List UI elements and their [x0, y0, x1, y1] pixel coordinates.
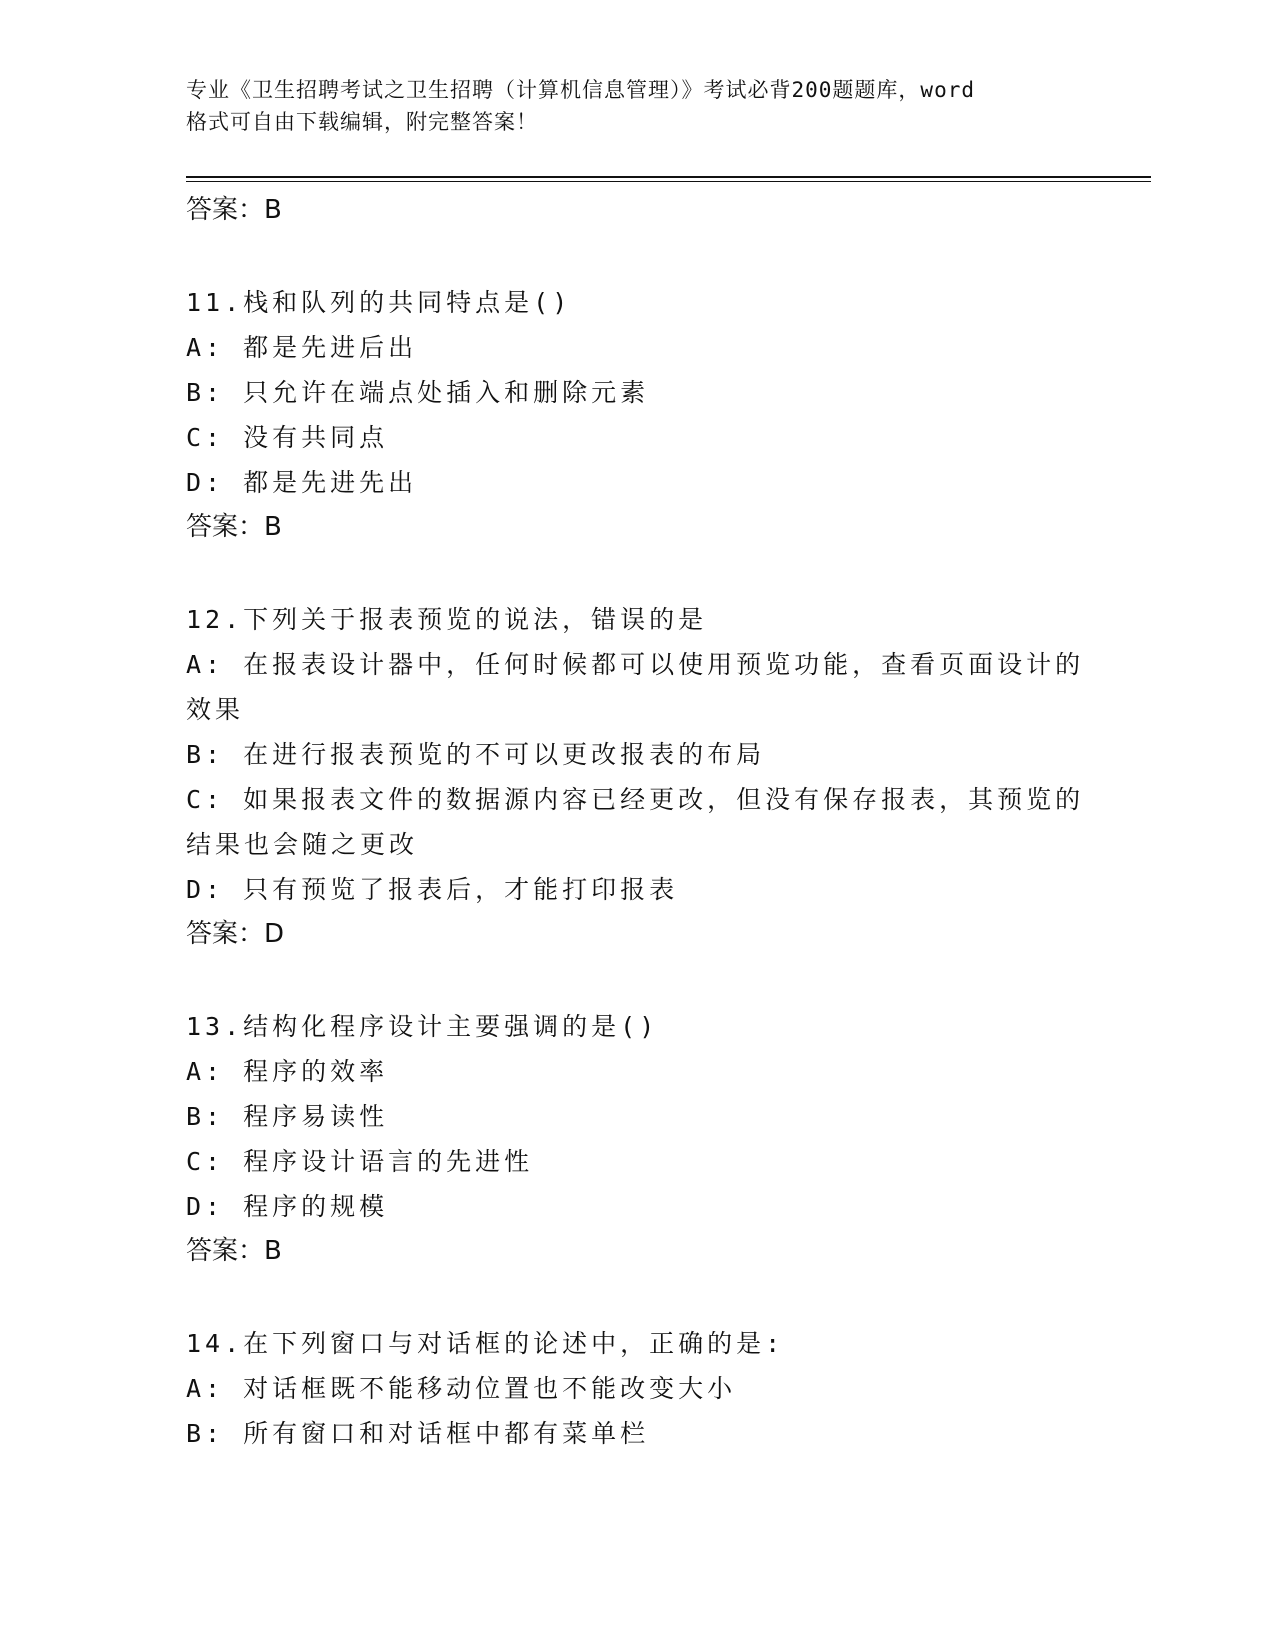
question-stem: 11.栈和队列的共同特点是()	[186, 288, 572, 317]
question-stem: 14.在下列窗口与对话框的论述中，正确的是:	[186, 1329, 785, 1358]
option-d: D: 都是先进先出	[186, 468, 418, 497]
question-12	[186, 597, 1086, 956]
option-a: A: 都是先进后出	[186, 333, 418, 362]
question-11	[186, 280, 1086, 549]
option-a: A: 对话框既不能移动位置也不能改变大小	[186, 1374, 737, 1403]
header-line-1: 专业《卫生招聘考试之卫生招聘（计算机信息管理）》考试必背200题题库，word	[186, 78, 975, 102]
answer-line: 答案：B	[186, 195, 282, 225]
option-a: A: 程序的效率	[186, 1057, 389, 1086]
option-a: A: 在报表设计器中，任何时候都可以使用预览功能，查看页面设计的	[186, 650, 1085, 679]
option-d: D: 程序的规模	[186, 1192, 389, 1221]
question-13	[186, 1004, 1086, 1273]
option-b: B: 程序易读性	[186, 1102, 389, 1131]
option-b: B: 只允许在端点处插入和删除元素	[186, 378, 650, 407]
option-d: D: 只有预览了报表后，才能打印报表	[186, 875, 679, 904]
option-c: C: 没有共同点	[186, 423, 389, 452]
header-divider	[186, 176, 1151, 178]
header-line-2: 格式可自由下载编辑，附完整答案！	[186, 110, 538, 134]
answer-line: 答案：D	[186, 919, 285, 949]
option-c: C: 程序设计语言的先进性	[186, 1147, 534, 1176]
question-stem: 12.下列关于报表预览的说法，错误的是	[186, 605, 708, 634]
question-list	[186, 188, 1086, 1456]
header-divider-thin	[186, 181, 1151, 182]
document-header	[186, 74, 1086, 138]
question-14	[186, 1321, 1086, 1456]
option-c-continued: 结果也会随之更改	[186, 830, 419, 859]
answer-line: 答案：B	[186, 512, 282, 542]
option-b: B: 在进行报表预览的不可以更改报表的布局	[186, 740, 766, 769]
answer-line: 答案：B	[186, 1236, 282, 1266]
question-stem: 13.结构化程序设计主要强调的是()	[186, 1012, 659, 1041]
option-a-continued: 效果	[186, 695, 245, 724]
option-b: B: 所有窗口和对话框中都有菜单栏	[186, 1419, 650, 1448]
option-c: C: 如果报表文件的数据源内容已经更改，但没有保存报表，其预览的	[186, 785, 1085, 814]
